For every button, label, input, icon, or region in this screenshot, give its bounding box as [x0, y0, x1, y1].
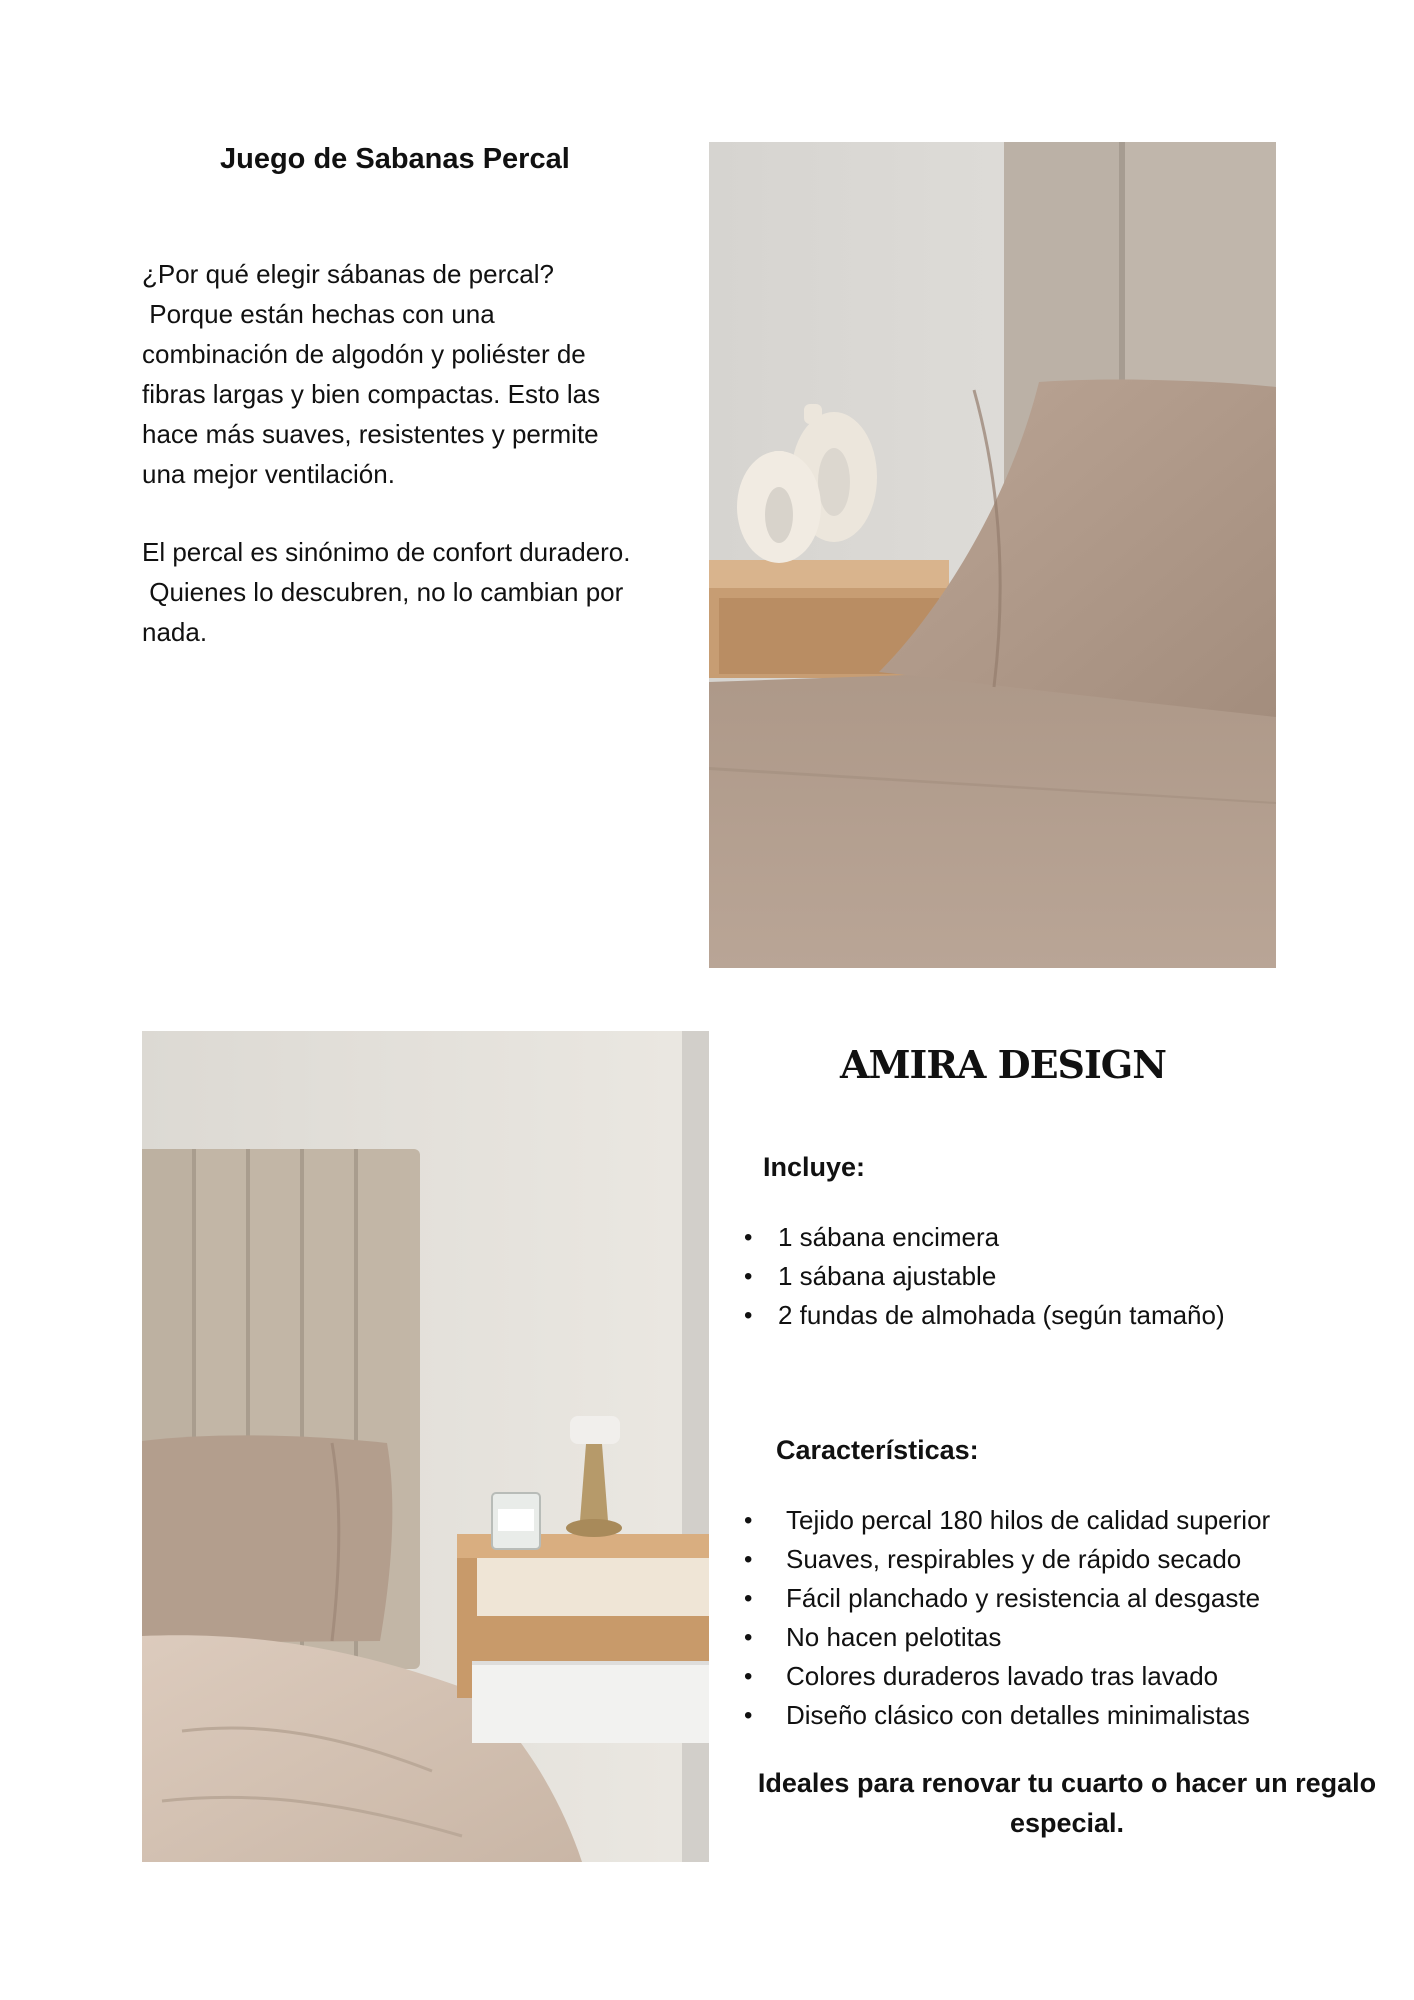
bedroom-pillow-photo	[709, 142, 1276, 968]
list-item: • 1 sábana encimera	[744, 1218, 1225, 1257]
includes-list	[744, 1218, 1225, 1335]
list-item: • Fácil planchado y resistencia al desgaste	[744, 1579, 1270, 1618]
intro-line: Quienes lo descubren, no lo cambian por	[142, 577, 624, 607]
intro-paragraph	[142, 254, 702, 494]
intro-line: nada.	[142, 617, 208, 647]
intro-line: Porque están hechas con una	[142, 299, 495, 329]
features-list	[744, 1501, 1270, 1735]
intro-line: El percal es sinónimo de confort duradero.	[142, 537, 631, 567]
closing-statement	[726, 1763, 1408, 1843]
product-title: Juego de Sabanas Percal	[220, 143, 570, 175]
features-heading: Características:	[776, 1435, 979, 1465]
intro-line: hace más suaves, resistentes y permite	[142, 419, 599, 449]
list-item: • No hacen pelotitas	[744, 1618, 1270, 1657]
bedroom-nightstand-photo	[142, 1031, 709, 1862]
intro-text	[142, 254, 702, 652]
brand-name: AMIRA DESIGN	[840, 1042, 1166, 1087]
intro-line: ¿Por qué elegir sábanas de percal?	[142, 259, 554, 289]
intro-line: combinación de algodón y poliéster de	[142, 339, 586, 369]
list-item: • 1 sábana ajustable	[744, 1257, 1225, 1296]
list-item: • Suaves, respirables y de rápido secado	[744, 1540, 1270, 1579]
closing-line: Ideales para renovar tu cuarto o hacer un regalo	[757, 1768, 1377, 1798]
intro-paragraph	[142, 532, 702, 652]
list-item: • Colores duraderos lavado tras lavado	[744, 1657, 1270, 1696]
closing-line: especial.	[1009, 1808, 1125, 1838]
list-item: • Diseño clásico con detalles minimalistas	[744, 1696, 1270, 1735]
intro-line: una mejor ventilación.	[142, 459, 395, 489]
intro-line: fibras largas y bien compactas. Esto las	[142, 379, 601, 409]
list-item: • 2 fundas de almohada (según tamaño)	[744, 1296, 1225, 1335]
includes-heading: Incluye:	[763, 1152, 866, 1182]
list-item: • Tejido percal 180 hilos de calidad superior	[744, 1501, 1270, 1540]
